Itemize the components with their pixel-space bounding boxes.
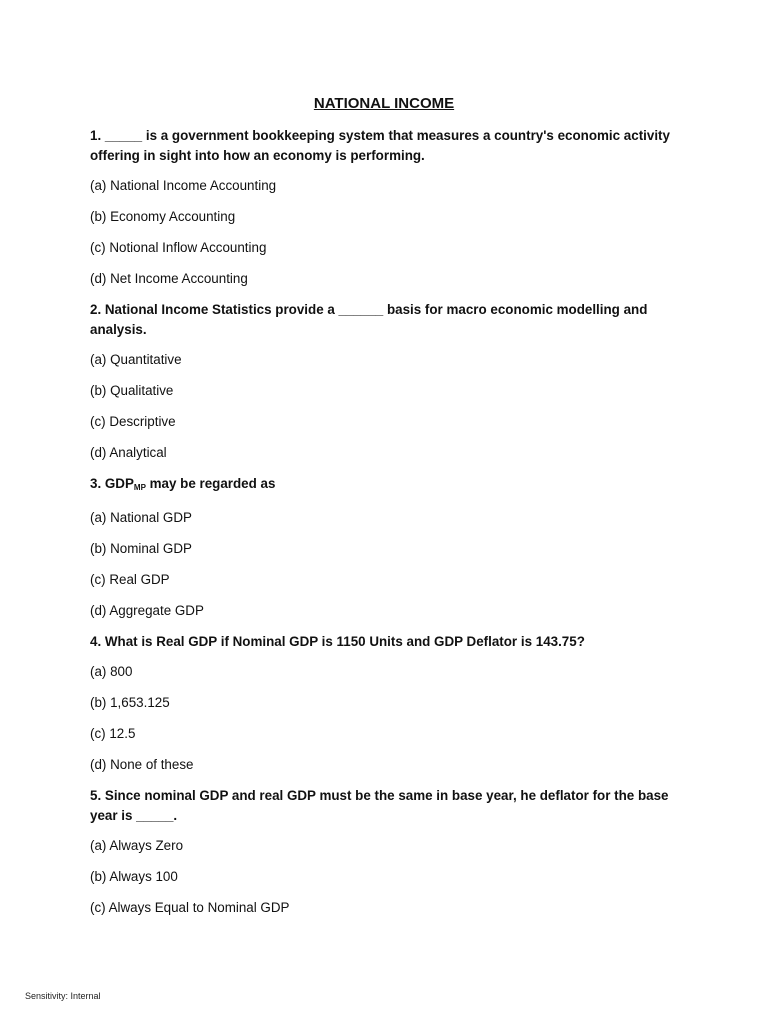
option-a: (a) 800: [90, 664, 133, 679]
question-list: [90, 126, 680, 929]
option-c: (c) Notional Inflow Accounting: [90, 240, 267, 255]
question-text-suffix: may be regarded as: [145, 476, 276, 491]
question-block-2: [90, 300, 680, 463]
question-text-prefix: 3. GDP: [90, 476, 134, 491]
option-d: (d) None of these: [90, 757, 194, 772]
option-b: (b) Nominal GDP: [90, 541, 192, 556]
question-text: 2. National Income Statistics provide a ______ basis for macro economic modelling and analysis.: [90, 302, 648, 337]
option-b: (b) 1,653.125: [90, 695, 170, 710]
question-text: 4. What is Real GDP if Nominal GDP is 1150 Units and GDP Deflator is 143.75?: [90, 634, 585, 649]
page-title: NATIONAL INCOME: [313, 95, 455, 112]
option-d: (d) Net Income Accounting: [90, 271, 248, 286]
option-a: (a) Always Zero: [90, 838, 184, 853]
option-c: (c) Real GDP: [90, 572, 170, 587]
option-a: (a) National Income Accounting: [90, 178, 277, 193]
option-b: (b) Economy Accounting: [90, 209, 236, 224]
sensitivity-label: Sensitivity: Internal: [25, 991, 101, 1001]
question-text-subscript: MP: [133, 483, 146, 492]
question-block-1: [90, 126, 680, 289]
option-a: (a) National GDP: [90, 510, 192, 525]
option-b: (b) Qualitative: [90, 383, 174, 398]
question-block-3: [90, 474, 680, 621]
question-text: 1. _____ is a government bookkeeping system that measures a country's economic activity offering in sight into how an economy is performing.: [90, 128, 670, 163]
option-a: (a) Quantitative: [90, 352, 182, 367]
option-c: (c) Always Equal to Nominal GDP: [90, 900, 290, 915]
question-text: [90, 474, 680, 498]
question-block-4: [90, 632, 680, 775]
option-c: (c) Descriptive: [90, 414, 176, 429]
option-d: (d) Analytical: [90, 445, 167, 460]
option-b: (b) Always 100: [90, 869, 178, 884]
question-block-5: [90, 786, 680, 918]
option-d: (d) Aggregate GDP: [90, 603, 204, 618]
option-c: (c) 12.5: [90, 726, 136, 741]
question-text: 5. Since nominal GDP and real GDP must be the same in base year, he deflator for the base year is _____.: [90, 788, 669, 823]
